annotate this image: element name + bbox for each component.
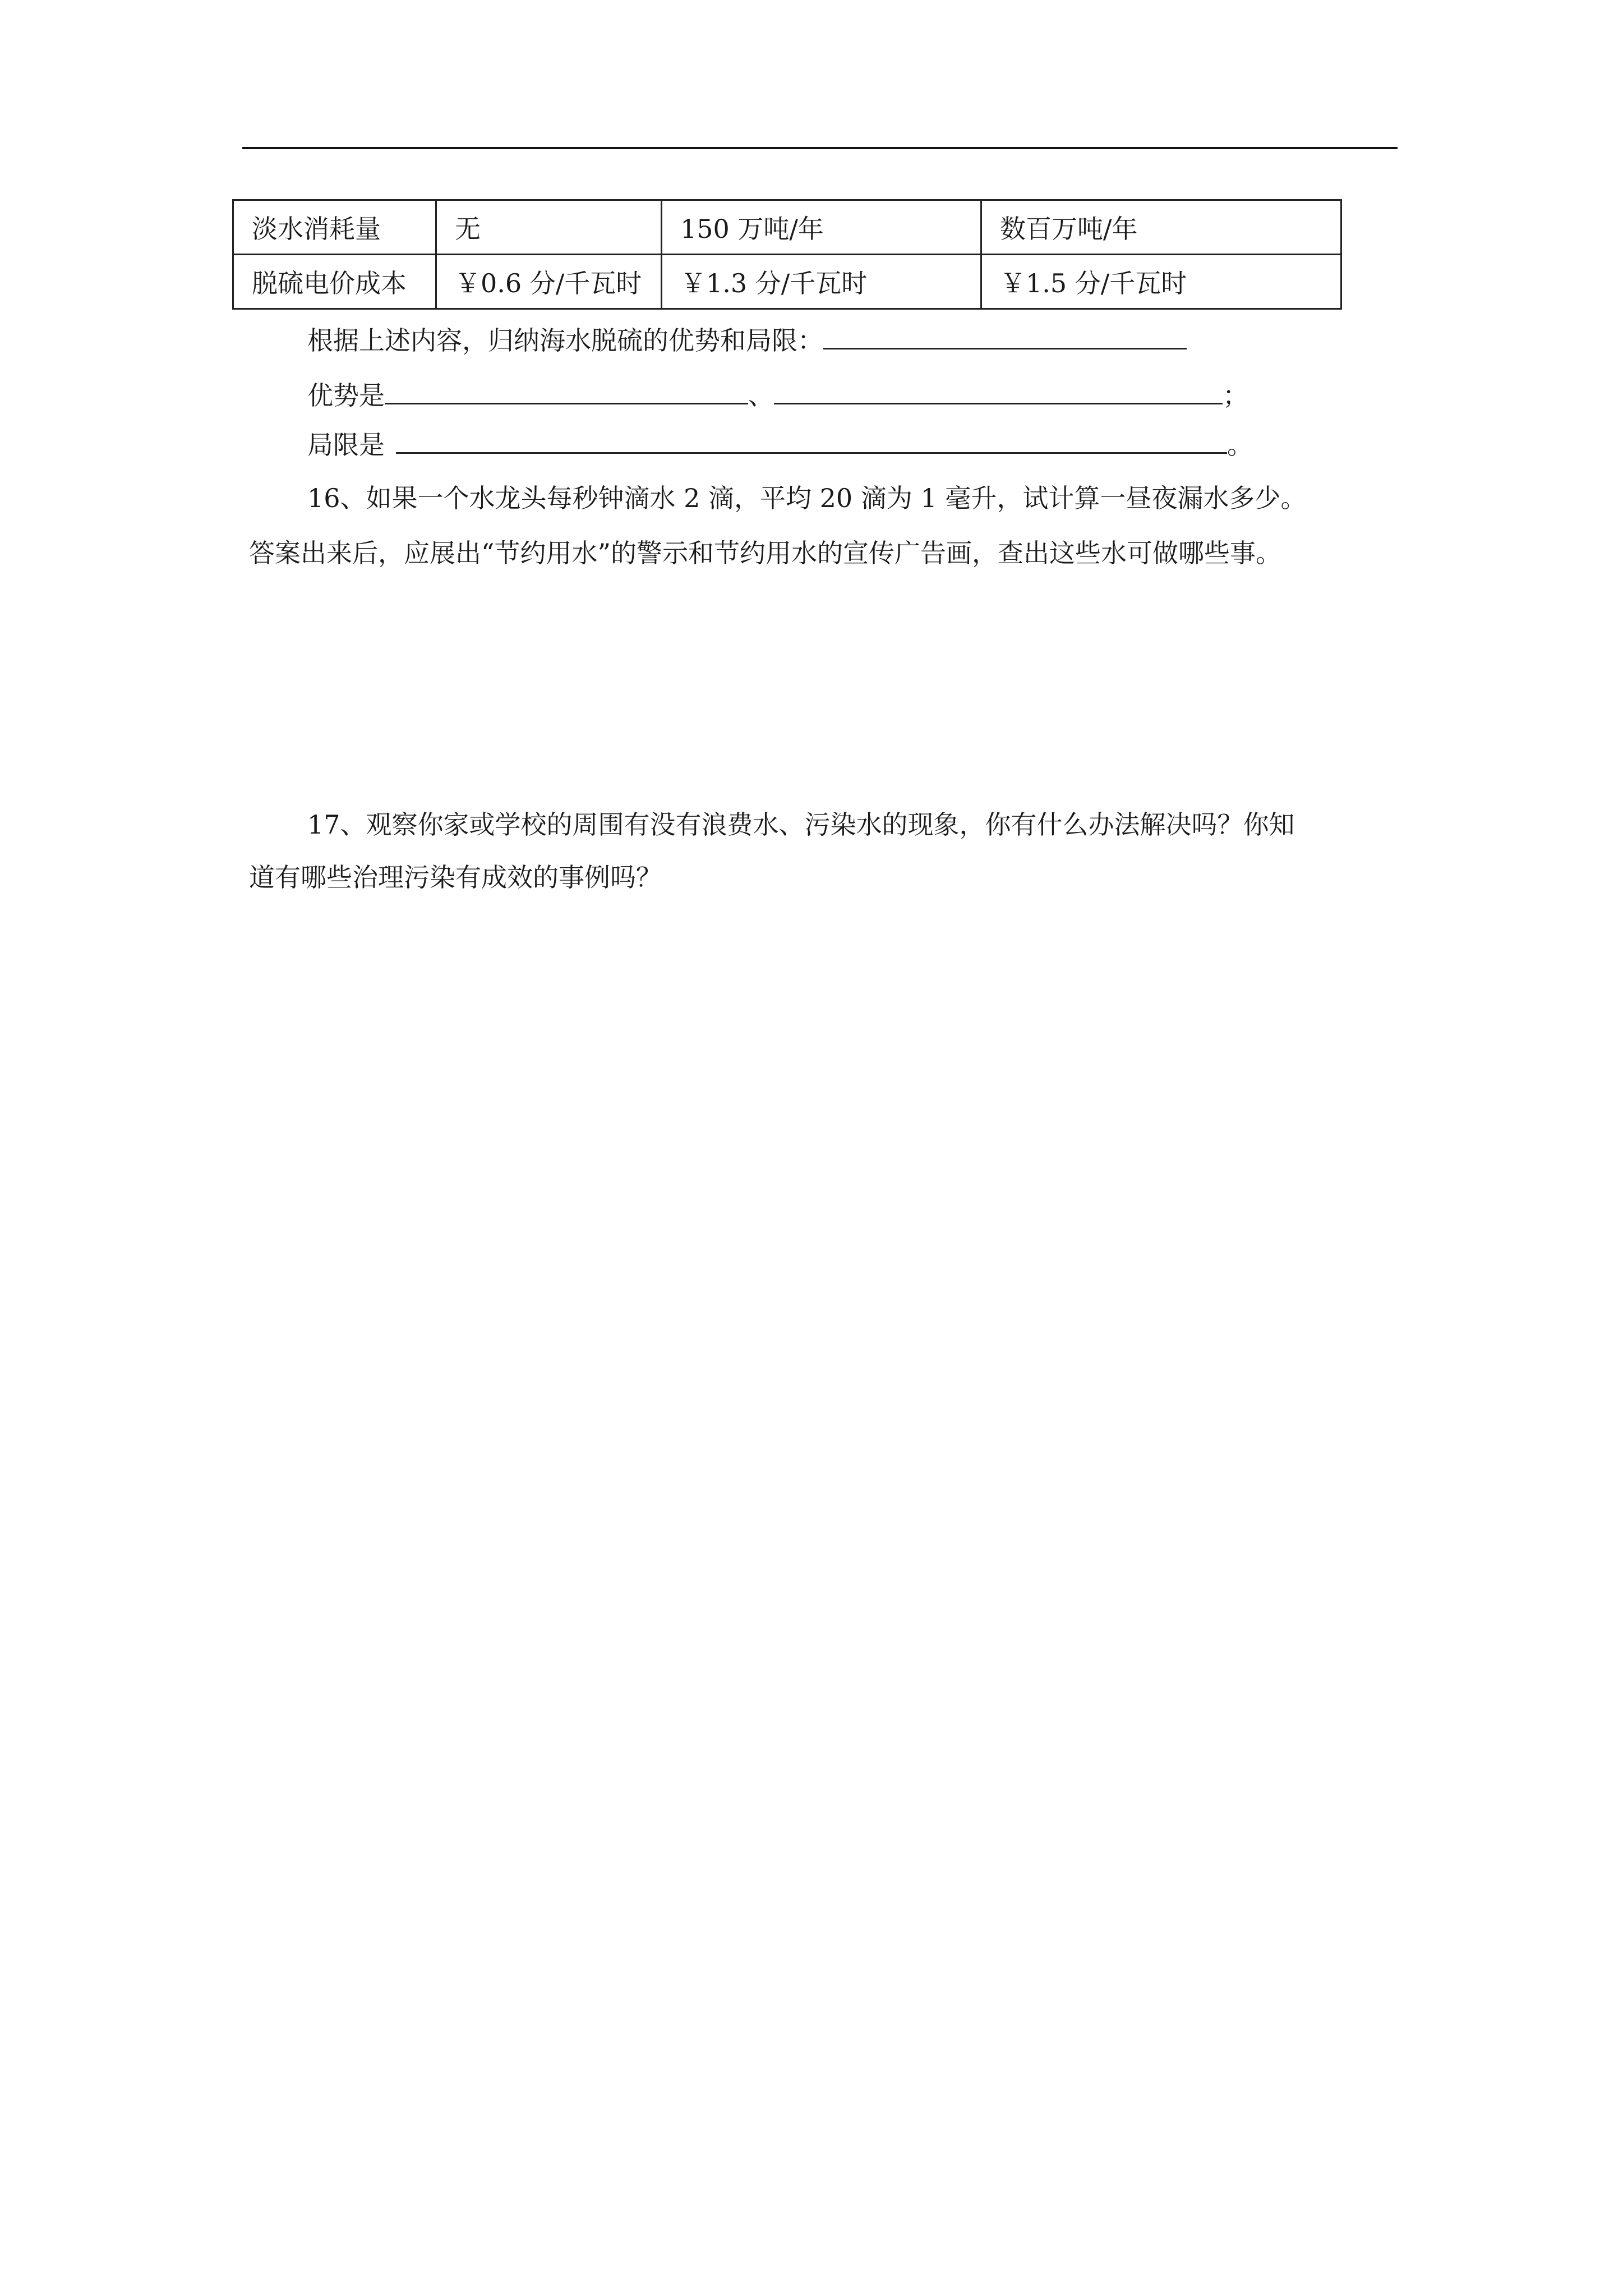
comparison-table [232,199,1342,310]
header-rule [242,147,1398,149]
advantage-blank-2[interactable] [774,378,1223,404]
table-cell: 无 [436,200,662,255]
table-cell: ￥1.3 分/千瓦时 [662,255,981,309]
advantage-line [307,378,1248,412]
advantage-end: ； [1223,380,1248,411]
summary-prompt: 根据上述内容，归纳海水脱硫的优势和局限： [307,325,823,356]
q17-line-2: 道有哪些治理污染有成效的事例吗？ [249,862,662,892]
summary-answer-blank[interactable] [823,323,1187,349]
table-cell: ￥1.5 分/千瓦时 [981,255,1341,309]
advantage-label: 优势是 [307,380,385,411]
limitation-blank[interactable] [396,427,1227,454]
advantage-separator: 、 [748,380,774,411]
table-row [233,200,1341,255]
summary-line [307,323,1187,357]
q17-line-1: 17、观察你家或学校的周围有没有浪费水、污染水的现象，你有什么办法解决吗？你知 [307,809,1295,840]
limitation-line [307,427,1253,462]
limitation-end: 。 [1227,430,1253,460]
table-row [233,255,1341,309]
table-cell: ￥0.6 分/千瓦时 [436,255,662,309]
table-cell: 150 万吨/年 [662,200,981,255]
q16-line-1: 16、如果一个水龙头每秒钟滴水 2 滴，平均 20 滴为 1 毫升，试计算一昼夜漏水多少。 [307,483,1307,513]
advantage-blank-1[interactable] [385,378,748,404]
limitation-label: 局限是 [307,430,385,460]
table-cell: 数百万吨/年 [981,200,1341,255]
q16-line-2: 答案出来后，应展出“节约用水”的警示和节约用水的宣传广告画，查出这些水可做哪些事。 [249,538,1282,568]
table-cell: 脱硫电价成本 [233,255,436,309]
table-cell: 淡水消耗量 [233,200,436,255]
